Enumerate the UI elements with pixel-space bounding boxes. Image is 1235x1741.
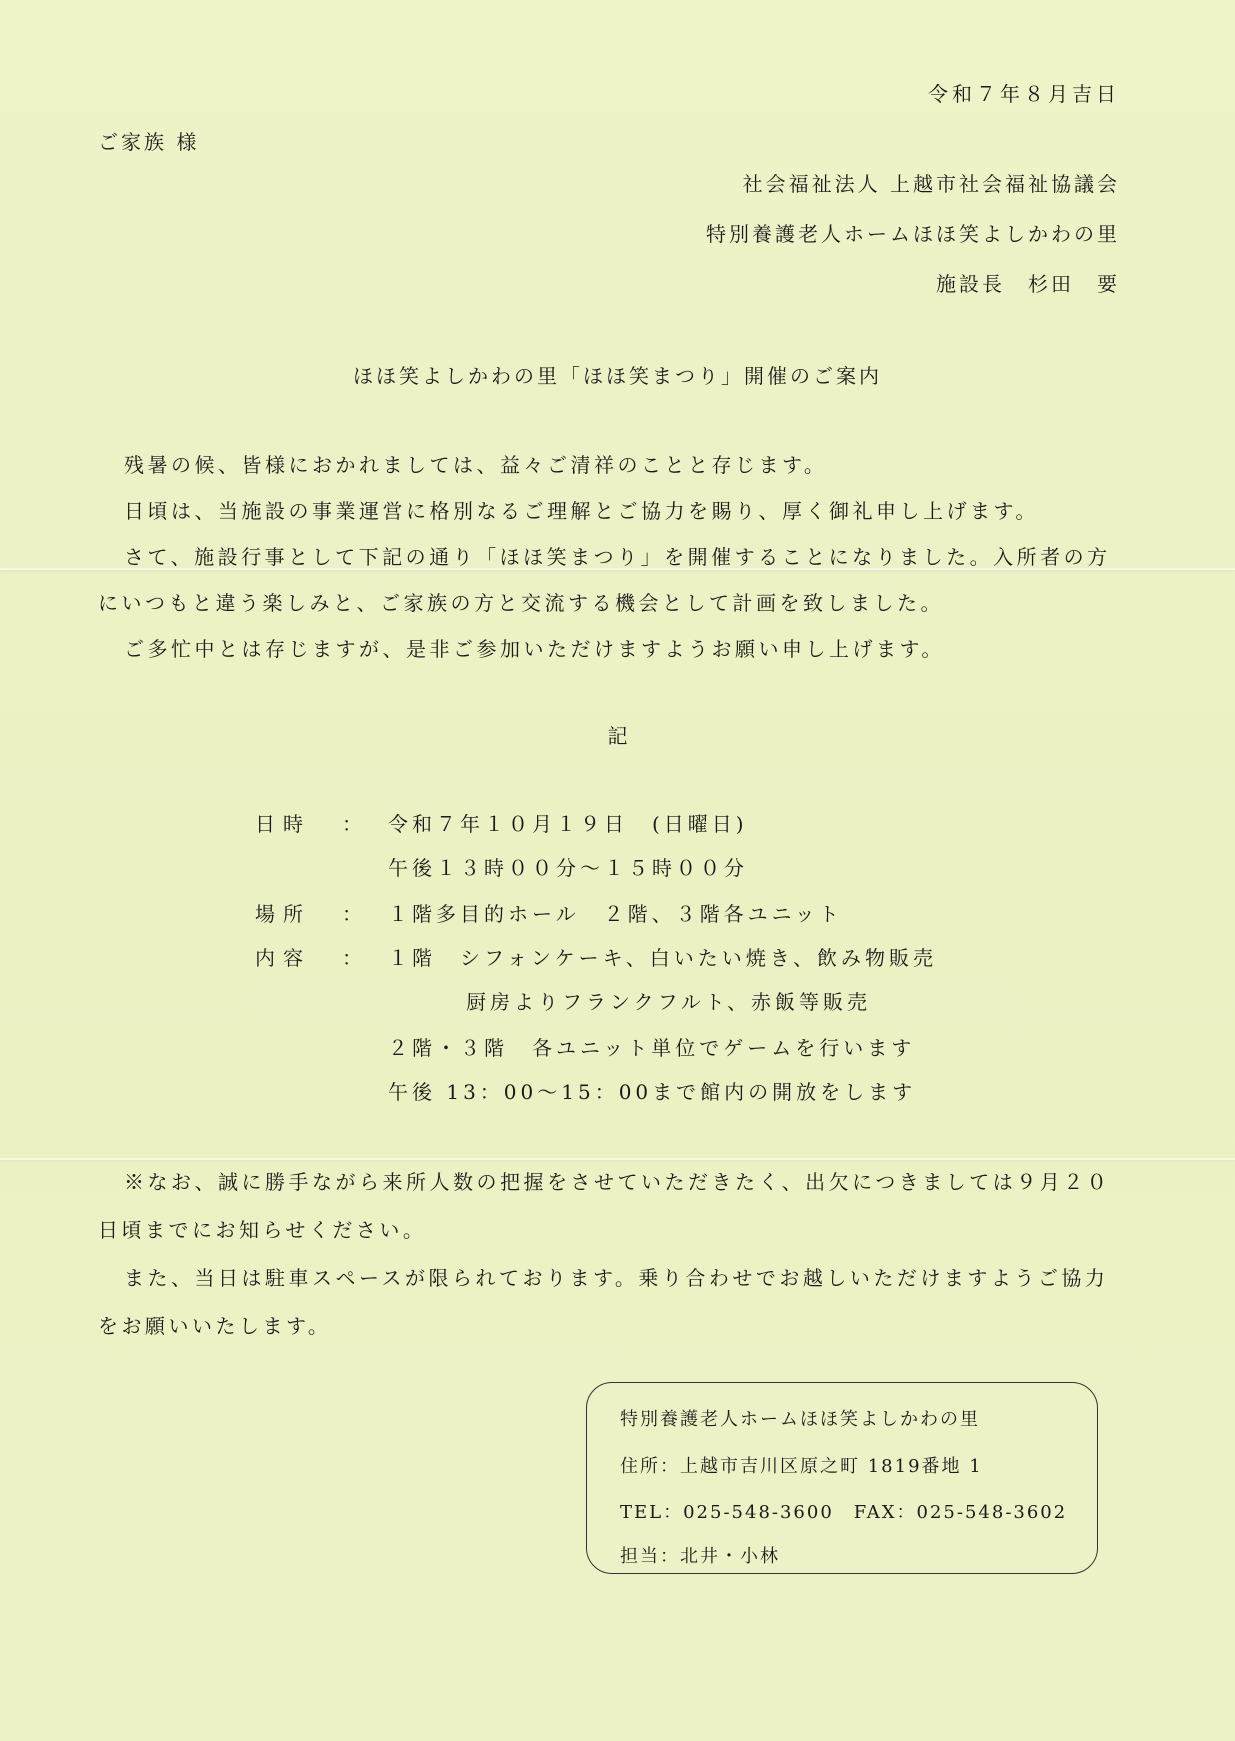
body-paragraph: さて、施設行事として下記の通り「ほほ笑まつり」を開催することになりました。入所者の方にいつもと違う楽しみと、ご家族の方と交流する機会として計画を致しました。 [98, 545, 1111, 615]
detail-colon: ： [342, 812, 362, 836]
body-paragraph: 残暑の候、皆様におかれましては、益々ご清祥のことと存じます。 [124, 453, 828, 477]
detail-colon: ： [342, 946, 362, 970]
contact-facility: 特別養護老人ホームほほ笑よしかわの里 [620, 1409, 980, 1430]
datetime-date: 令和７年１０月１９日 (日曜日) [388, 812, 748, 836]
content-line: ２階・３階 各ユニット単位でゲームを行います [388, 1036, 916, 1060]
contact-address: 住所：上越市吉川区原之町 1819番地 1 [620, 1456, 983, 1477]
letter-date: 令和７年８月吉日 [928, 82, 1120, 106]
sender-organization: 社会福祉法人 上越市社会福祉協議会 [742, 172, 1120, 196]
letter-title: ほほ笑よしかわの里「ほほ笑まつり」開催のご案内 [353, 364, 882, 388]
datetime-label: 日時 [255, 812, 311, 836]
content-line: 午後 13：00～15：00まで館内の開放をします [388, 1080, 917, 1104]
content-line: １階 シフォンケーキ、白いたい焼き、飲み物販売 [388, 946, 937, 970]
sender-facility: 特別養護老人ホームほほ笑よしかわの里 [706, 222, 1120, 246]
ki-heading: 記 [607, 724, 628, 748]
content-line: 厨房よりフランクフルト、赤飯等販売 [466, 990, 871, 1014]
sender-director: 施設長 杉田 要 [936, 272, 1120, 296]
body-paragraph: ご多忙中とは存じますが、是非ご参加いただけますようお願い申し上げます。 [124, 637, 945, 661]
note-paragraph: ※なお、誠に勝手ながら来所人数の把握をさせていただきたく、出欠につきましては９月２０日頃までにお知らせください。 [98, 1170, 1111, 1242]
place-value: １階多目的ホール ２階、３階各ユニット [388, 902, 843, 926]
body-paragraph: 日頃は、当施設の事業運営に格別なるご理解とご協力を賜り、厚く御礼申し上げます。 [124, 499, 1039, 523]
content-label: 内容 [255, 946, 311, 970]
detail-colon: ： [342, 902, 362, 926]
note-paragraph: また、当日は駐車スペースが限られております。乗り合わせでお越しいただけますようご協力をお願いいたします。 [98, 1266, 1109, 1338]
datetime-time: 午後１３時００分～１５時００分 [388, 856, 748, 880]
recipient: ご家族 様 [98, 130, 200, 154]
place-label: 場所 [255, 902, 311, 926]
contact-person: 担当：北井・小林 [620, 1546, 780, 1567]
contact-phone: TEL：025-548-3600 FAX：025-548-3602 [620, 1502, 1068, 1523]
